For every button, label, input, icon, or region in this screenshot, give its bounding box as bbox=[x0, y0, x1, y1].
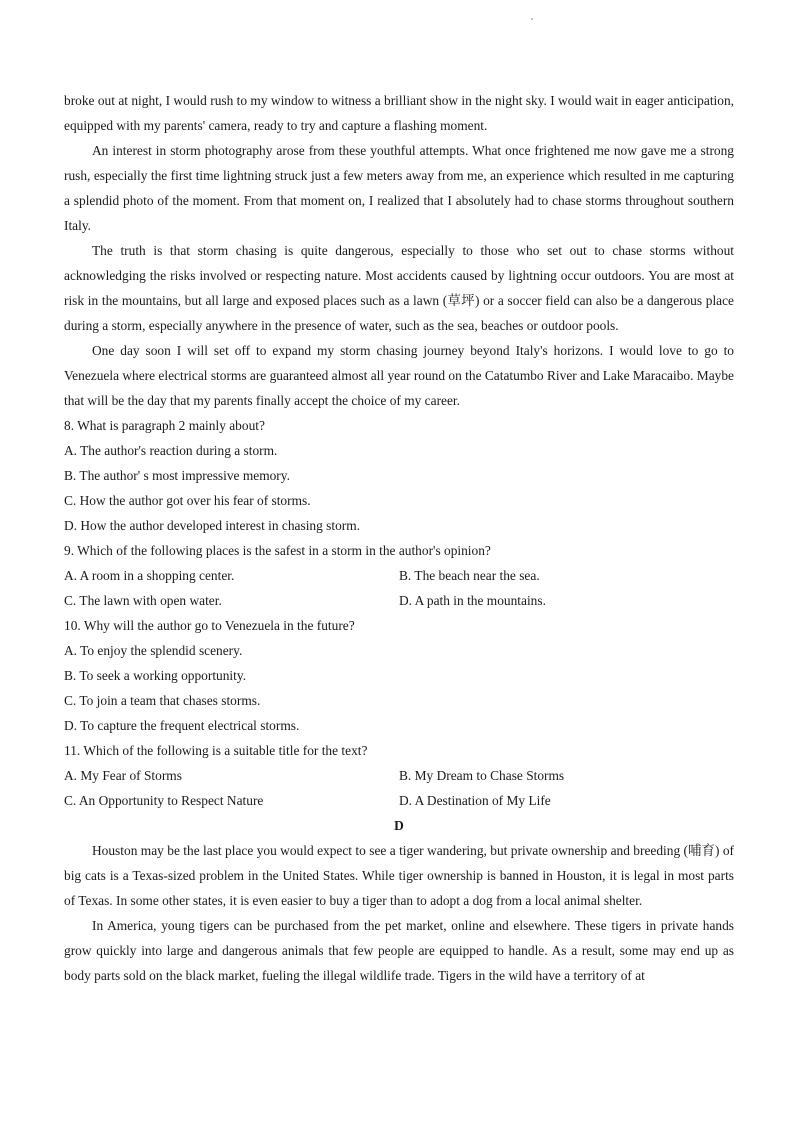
question-11 bbox=[64, 738, 734, 813]
question-10 bbox=[64, 613, 734, 738]
option-a: A. The author's reaction during a storm. bbox=[64, 443, 278, 458]
passage-c-paragraph-1-tail: broke out at night, I would rush to my window to witness a brilliant show in the night sky. I would wait in eager anticipation, equipped with my parents' camera, ready to try and capture a flashing moment. bbox=[64, 93, 734, 133]
option-c: C. An Opportunity to Respect Nature bbox=[64, 793, 264, 808]
option-d: D. To capture the frequent electrical storms. bbox=[64, 718, 300, 733]
question-stem: 11. Which of the following is a suitable title for the text? bbox=[64, 743, 368, 758]
options-row bbox=[64, 788, 734, 813]
option-d: D. A Destination of My Life bbox=[399, 793, 551, 808]
passage-d-heading: D bbox=[394, 818, 404, 833]
question-stem: 10. Why will the author go to Venezuela in the future? bbox=[64, 618, 355, 633]
passage-d-paragraph-1: Houston may be the last place you would expect to see a tiger wandering, but private ownership and breeding (哺育) of big cats is a Texas-sized problem in the United States. While tiger ownership is banned in Houston, it is legal in most parts of Texas. In some other states, it is even easier to buy a tiger than to adopt a dog from a local animal shelter. bbox=[64, 843, 734, 908]
option-a: A. To enjoy the splendid scenery. bbox=[64, 643, 243, 658]
option-b: B. My Dream to Chase Storms bbox=[399, 768, 565, 783]
passage-c-paragraph-4: One day soon I will set off to expand my storm chasing journey beyond Italy's horizons. I would love to go to Venezuela where electrical storms are guaranteed almost all year round on the Catatumbo River and Lake Maracaibo. Maybe that will be the day that my parents finally accept the choice of my career. bbox=[64, 343, 734, 408]
question-8 bbox=[64, 413, 734, 538]
option-a: A. A room in a shopping center. bbox=[64, 568, 235, 583]
options-row bbox=[64, 588, 734, 613]
option-b: B. To seek a working opportunity. bbox=[64, 668, 247, 683]
option-c: C. How the author got over his fear of storms. bbox=[64, 493, 311, 508]
option-b: B. The beach near the sea. bbox=[399, 568, 540, 583]
scan-speck bbox=[531, 18, 533, 20]
option-d: D. How the author developed interest in chasing storm. bbox=[64, 518, 361, 533]
option-b: B. The author' s most impressive memory. bbox=[64, 468, 290, 483]
option-d: D. A path in the mountains. bbox=[399, 593, 546, 608]
option-a: A. My Fear of Storms bbox=[64, 768, 182, 783]
question-stem: 8. What is paragraph 2 mainly about? bbox=[64, 418, 265, 433]
option-c: C. The lawn with open water. bbox=[64, 593, 222, 608]
passage-c-paragraph-3: The truth is that storm chasing is quite dangerous, especially to those who set out to chase storms without acknowledging the risks involved or respecting nature. Most accidents caused by lightning occur outdoors. You are most at risk in the mountains, but all large and exposed places such as a lawn (草坪) or a soccer field can also be a dangerous place during a storm, especially anywhere in the presence of water, such as the sea, beaches or outdoor pools. bbox=[64, 243, 734, 333]
passage-d-paragraph-2: In America, young tigers can be purchased from the pet market, online and elsewhere. These tigers in private hands grow quickly into large and dangerous animals that few people are equipped to handle. As a result, some may end up as body parts sold on the black market, fueling the illegal wildlife trade. Tigers in the wild have a territory of at bbox=[64, 918, 734, 983]
passage-c-paragraph-2: An interest in storm photography arose from these youthful attempts. What once frightened me now gave me a strong rush, especially the first time lightning struck just a few meters away from me, an experience which resulted in me capturing a splendid photo of the moment. From that moment on, I realized that I absolutely had to chase storms throughout southern Italy. bbox=[64, 143, 734, 233]
options-row bbox=[64, 763, 734, 788]
exam-page bbox=[64, 88, 734, 988]
question-9 bbox=[64, 538, 734, 613]
options-row bbox=[64, 563, 734, 588]
option-c: C. To join a team that chases storms. bbox=[64, 693, 261, 708]
question-stem: 9. Which of the following places is the safest in a storm in the author's opinion? bbox=[64, 543, 491, 558]
